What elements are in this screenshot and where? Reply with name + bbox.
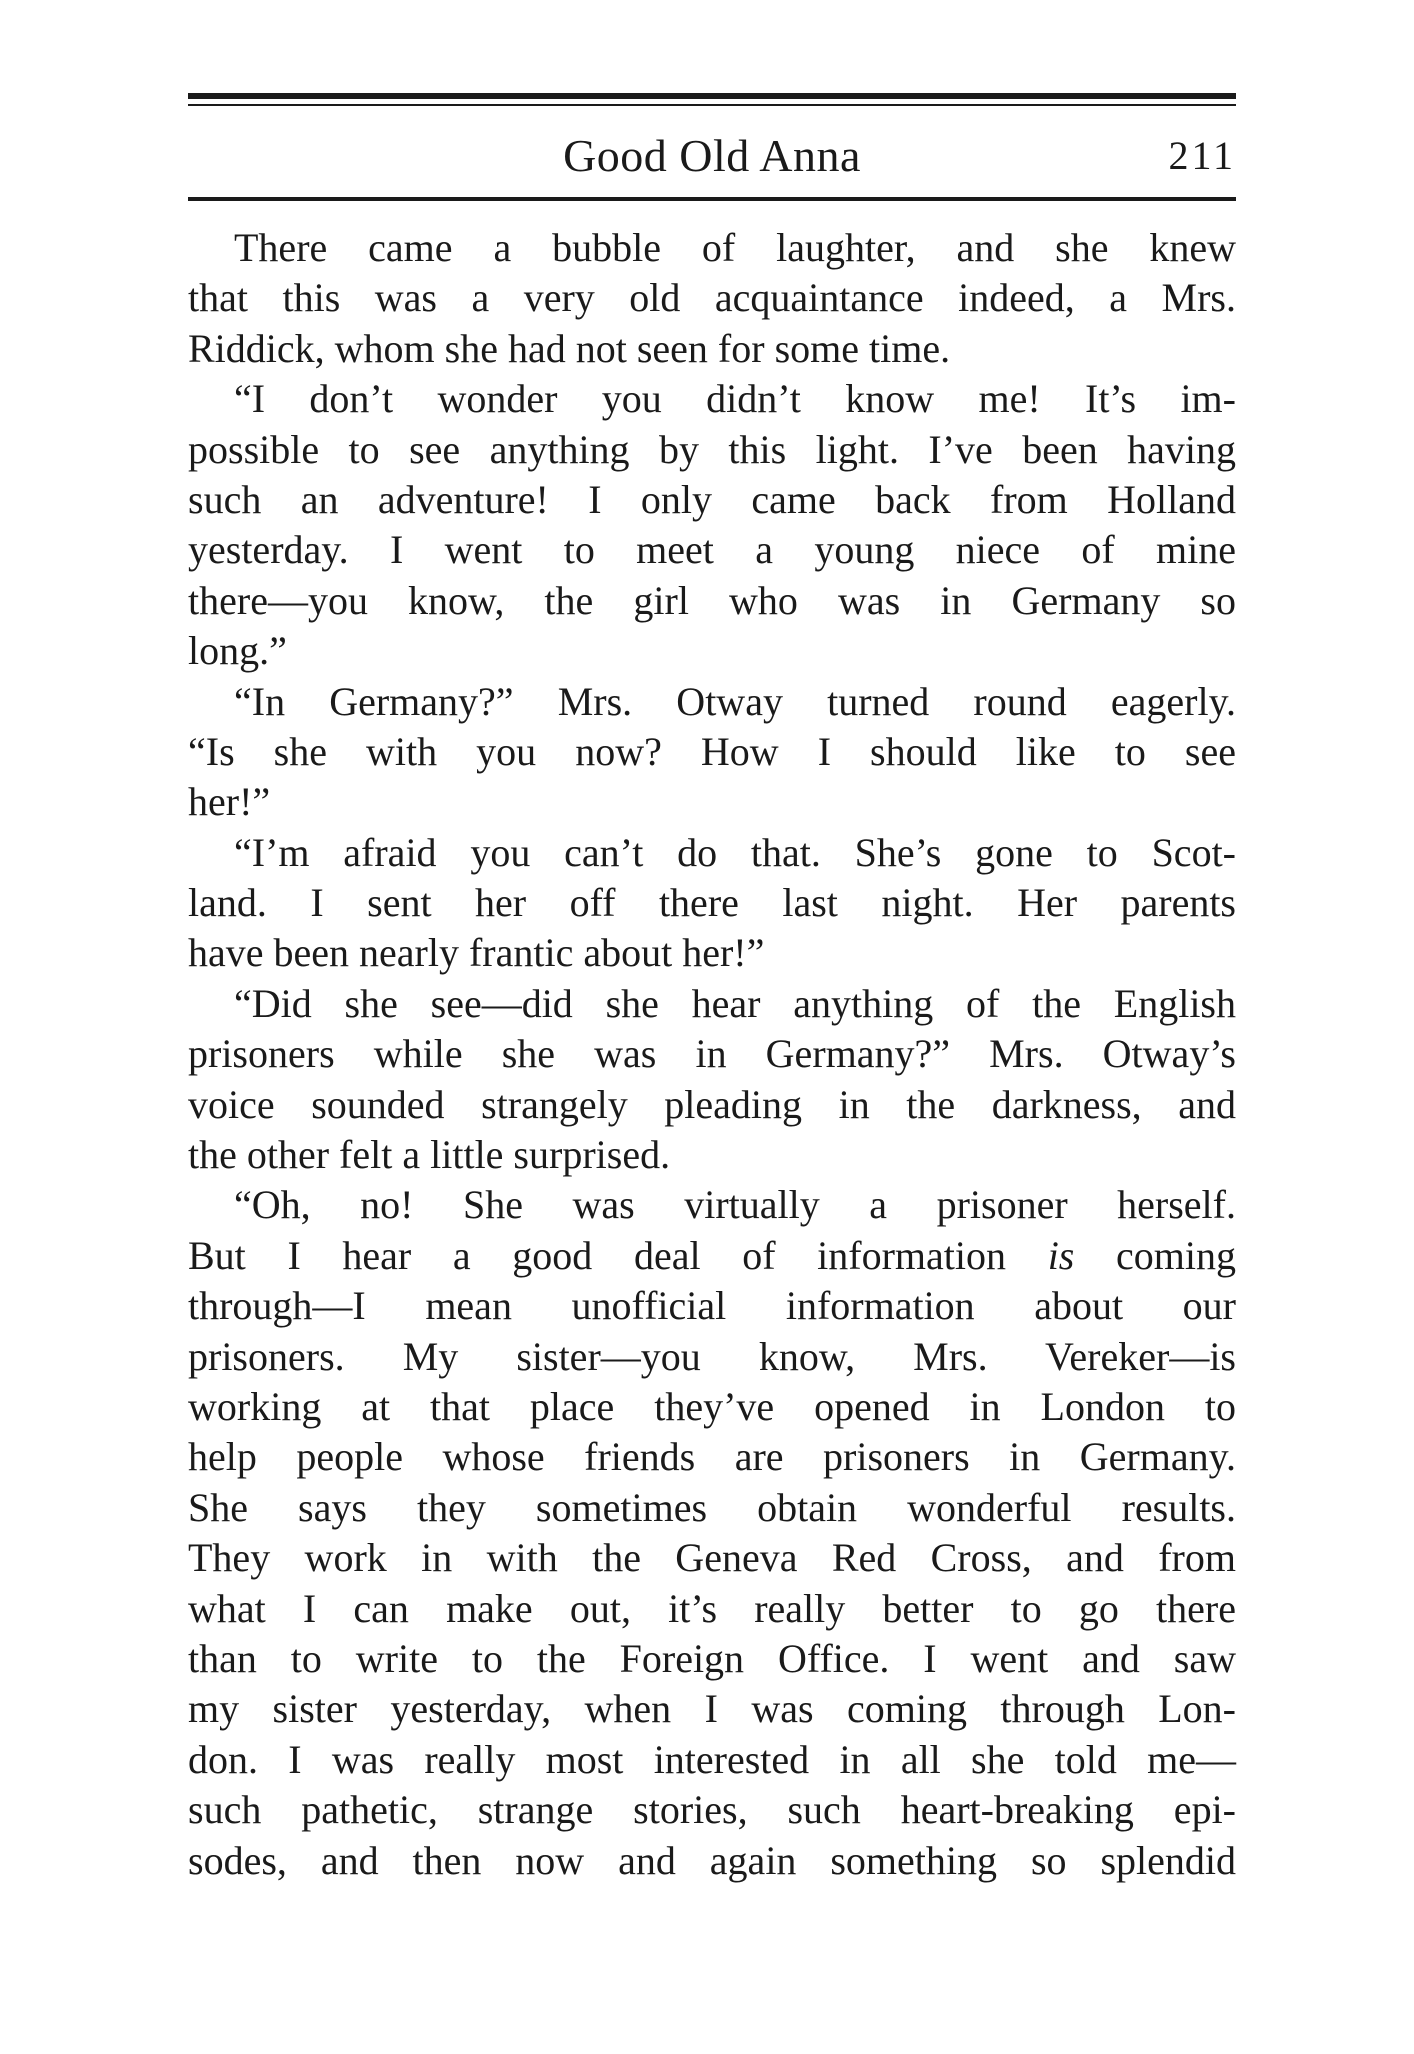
text-line: don. I was really most interested in all she told me— — [188, 1736, 1236, 1782]
text-line: yesterday. I went to meet a young niece of mine — [188, 527, 1236, 573]
page-number: 211 — [1168, 133, 1236, 178]
text-line: “I’m afraid you can’t do that. She’s gone to Scot- — [234, 829, 1236, 875]
text-line: long.” — [188, 628, 287, 674]
text-line: such pathetic, strange stories, such heart-breaking epi- — [188, 1787, 1236, 1833]
text-line: her!” — [188, 779, 271, 825]
header-rule-thick — [188, 93, 1236, 99]
text-line: “Is she with you now? How I should like to see — [188, 728, 1236, 774]
text-line: that this was a very old acquaintance indeed, a Mrs. — [188, 275, 1236, 321]
text-line: “I don’t wonder you didn’t know me! It’s im- — [234, 376, 1236, 422]
text-line: prisoners. My sister—you know, Mrs. Vereker—is — [188, 1333, 1236, 1379]
text-line: there—you know, the girl who was in Germany so — [188, 577, 1236, 623]
text-line: what I can make out, it’s really better to go there — [188, 1585, 1236, 1631]
text-line: the other felt a little surprised. — [188, 1132, 671, 1178]
text-line: help people whose friends are prisoners in Germany. — [188, 1434, 1236, 1480]
body-text — [188, 223, 1236, 1886]
text-line: have been nearly frantic about her!” — [188, 930, 765, 976]
text-line: possible to see anything by this light. I’ve been having — [188, 426, 1236, 472]
text-line: through—I mean unofficial information about our — [188, 1283, 1236, 1329]
text-line: “Oh, no! She was virtually a prisoner herself. — [234, 1182, 1236, 1228]
emphasis-is: is — [1047, 1232, 1075, 1278]
running-title: Good Old Anna — [563, 130, 861, 181]
text-line: They work in with the Geneva Red Cross, and from — [188, 1535, 1236, 1581]
text-line: Riddick, whom she had not seen for some time. — [188, 325, 951, 371]
text-line: “In Germany?” Mrs. Otway turned round eagerly. — [234, 678, 1236, 724]
text-line: sodes, and then now and again something so splendid — [188, 1837, 1236, 1883]
text-line: such an adventure! I only came back from Holland — [188, 476, 1236, 522]
text-line: than to write to the Foreign Office. I went and saw — [188, 1635, 1236, 1681]
text-line: my sister yesterday, when I was coming through Lon- — [188, 1686, 1236, 1732]
text-line: land. I sent her off there last night. Her parents — [188, 880, 1236, 926]
text-line: prisoners while she was in Germany?” Mrs. Otway’s — [188, 1031, 1236, 1077]
header-rule-thin — [188, 104, 1236, 106]
header-underline-rule — [188, 197, 1236, 201]
text-line: She says they sometimes obtain wonderful results. — [188, 1484, 1236, 1530]
text-line: voice sounded strangely pleading in the darkness, and — [188, 1081, 1236, 1127]
text-line: “Did she see—did she hear anything of the English — [234, 980, 1236, 1026]
text-line: But I hear a good deal of information is coming — [188, 1232, 1237, 1278]
text-line: There came a bubble of laughter, and she knew — [234, 225, 1236, 270]
running-header — [188, 126, 1236, 186]
text-line: working at that place they’ve opened in London to — [188, 1383, 1236, 1429]
